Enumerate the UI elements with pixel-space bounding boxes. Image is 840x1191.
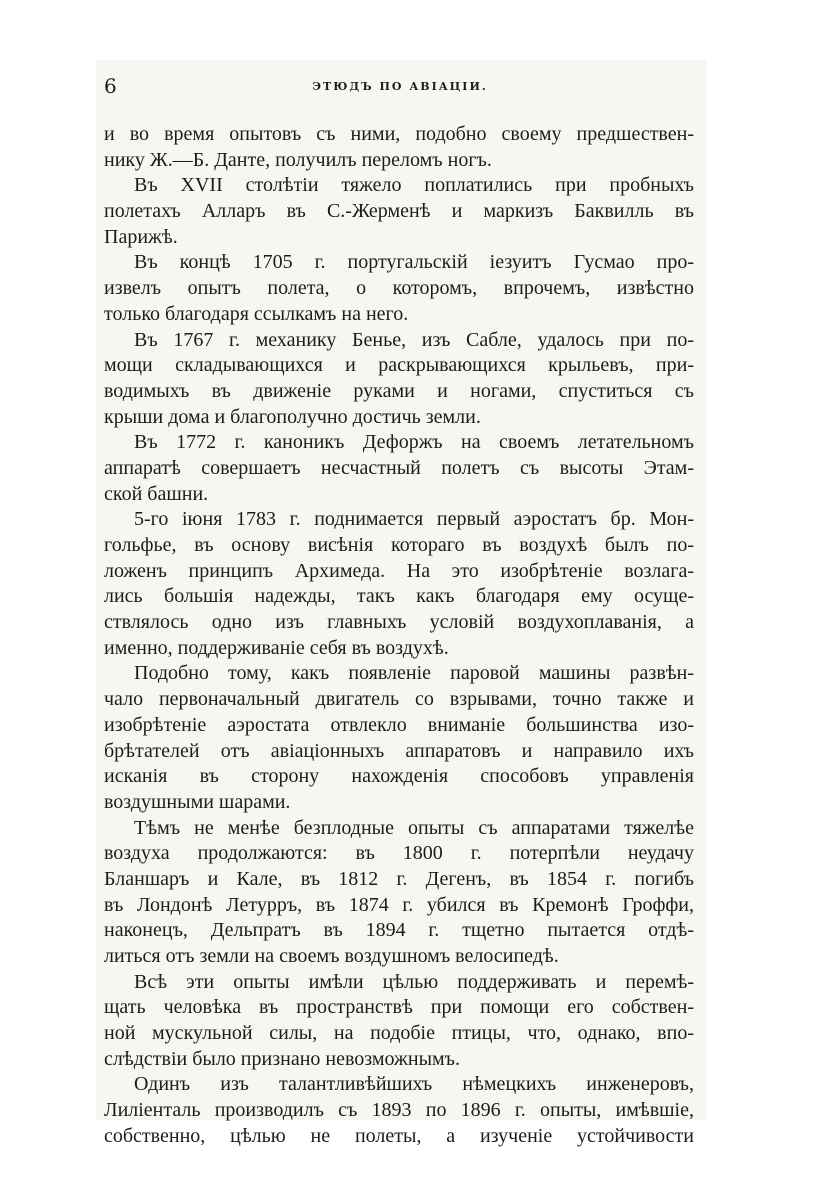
page-number: 6: [104, 74, 117, 98]
text-line: исканія въ сторону нахожденія способовъ управленія: [104, 765, 694, 788]
paragraph: [104, 430, 694, 507]
text-line: Одинъ изъ талантливѣйшихъ нѣмецкихъ инженеровъ,: [134, 1073, 694, 1096]
text-line: ной мускульной силы, на подобіе птицы, что, однако, впо-: [104, 1022, 694, 1045]
text-line: Лиліенталь производилъ съ 1893 по 1896 г. опыты, имѣвшіе,: [104, 1099, 694, 1122]
text-line: Всѣ эти опыты имѣли цѣлью поддерживать и перемѣ-: [134, 970, 694, 993]
text-line: въ Лондонѣ Летурръ, въ 1874 г. убился въ Кремонѣ Гроффи,: [104, 893, 694, 916]
text-line: Въ 1772 г. каноникъ Дефоржъ на своемъ летательномъ: [134, 431, 694, 454]
text-line: аппаратѣ совершаетъ несчастный полетъ съ высоты Этам-: [104, 456, 694, 479]
text-line: ствлялось одно изъ главныхъ условій воздухоплаванія, а: [104, 611, 694, 634]
text-line: извелъ опытъ полета, о которомъ, впрочемъ, извѣстно: [104, 277, 694, 300]
text-line: Подобно тому, какъ появленіе паровой машины развѣн-: [134, 662, 694, 685]
text-line: Въ концѣ 1705 г. португальскій іезуитъ Гусмао про-: [134, 251, 694, 274]
paragraph: [104, 1072, 694, 1149]
paragraph: [104, 661, 694, 815]
paragraph: [104, 328, 694, 431]
text-line: лись большія надежды, такъ какъ благодаря ему осуще-: [104, 585, 694, 608]
text-line: воздушными шарами.: [104, 790, 291, 813]
text-line: чало первоначальный двигатель со взрывами, точно также и: [104, 688, 694, 711]
text-line: Парижѣ.: [104, 225, 178, 248]
text-line: ской башни.: [104, 482, 209, 505]
paragraph: [104, 816, 694, 970]
body-text: [104, 122, 694, 1150]
text-line: мощи складывающихся и раскрывающихся крыльевъ, при-: [104, 354, 694, 377]
text-line: Бланшаръ и Кале, въ 1812 г. Дегенъ, въ 1854 г. погибъ: [104, 867, 694, 890]
text-line: Въ XVII столѣтіи тяжело поплатились при пробныхъ: [134, 174, 694, 197]
text-line: ложенъ принципъ Архимеда. На это изобрѣтеніе возлага-: [104, 559, 694, 582]
text-line: и во время опытовъ съ ними, подобно своему предшествен-: [104, 123, 694, 145]
paragraph: [104, 970, 694, 1073]
text-line: брѣтателей отъ авіаціонныхъ аппаратовъ и направило ихъ: [104, 739, 694, 762]
paragraph: [104, 173, 694, 250]
text-line: Въ 1767 г. механику Бенье, изъ Сабле, удалось при по-: [134, 328, 694, 351]
text-line: литься отъ земли на своемъ воздушномъ велосипедѣ.: [104, 945, 559, 967]
text-line: именно, поддерживаніе себя въ воздухѣ.: [104, 636, 449, 659]
text-line: наконецъ, Дельпратъ въ 1894 г. тщетно пытается отдѣ-: [104, 919, 694, 942]
text-line: водимыхъ въ движеніе руками и ногами, спуститься съ: [104, 379, 694, 402]
text-line: воздуха продолжаются: въ 1800 г. потерпѣли неудачу: [104, 842, 694, 865]
running-title: ЭТЮДЪ ПО АВІАЦІИ.: [312, 80, 488, 93]
text-line: изобрѣтеніе аэростата отвлекло вниманіе большинства изо-: [104, 713, 694, 736]
text-line: Тѣмъ не менѣе безплодные опыты съ аппаратами тяжелѣе: [134, 816, 694, 839]
paragraph: [104, 507, 694, 661]
text-line: щать человѣка въ пространствѣ при помощи его собствен-: [104, 996, 694, 1019]
text-line: 5-го іюня 1783 г. поднимается первый аэростатъ бр. Мон-: [134, 508, 694, 531]
text-line: нику Ж.—Б. Данте, получилъ переломъ ногъ.: [104, 148, 492, 171]
paragraph: [104, 250, 694, 327]
text-line: собственно, цѣлью не полеты, а изученіе устойчивости: [104, 1124, 694, 1147]
text-line: гольфье, въ основу висѣнія котораго въ воздухѣ былъ по-: [104, 534, 694, 556]
text-line: крыши дома и благополучно достичь земли.: [104, 405, 481, 428]
text-line: слѣдствіи было признано невозможнымъ.: [104, 1047, 461, 1070]
text-line: только благодаря ссылкамъ на него.: [104, 302, 409, 325]
text-line: полетахъ Алларъ въ С.-Жерменѣ и маркизъ Баквилль въ: [104, 200, 694, 223]
paragraph: [104, 122, 694, 173]
